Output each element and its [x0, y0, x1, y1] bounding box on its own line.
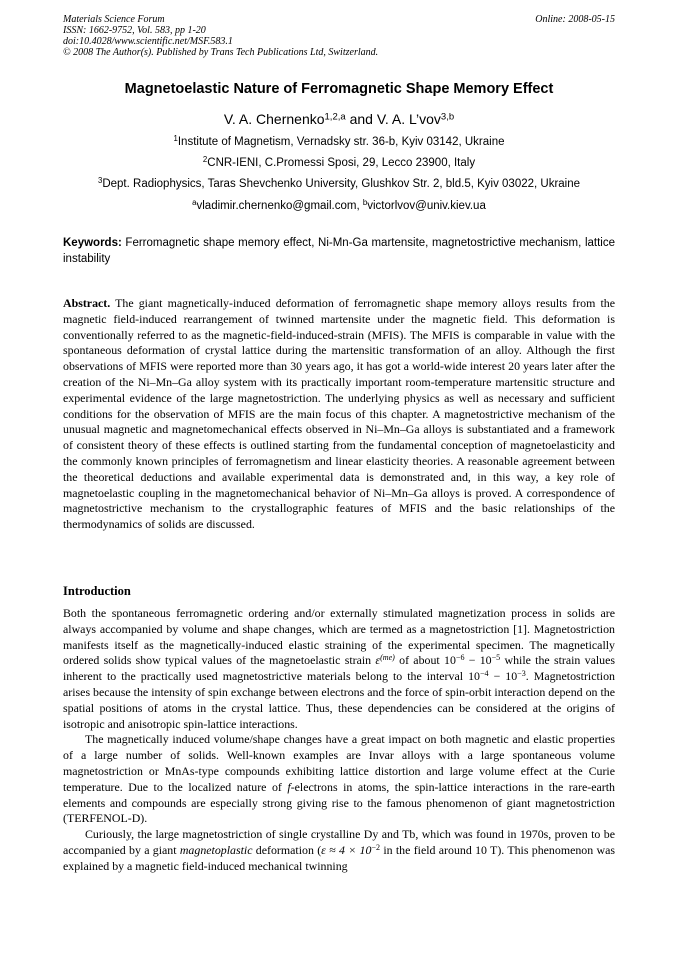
author-separator: and [345, 111, 377, 127]
issn-line: ISSN: 1662-9752, Vol. 583, pp 1-20 [63, 25, 206, 36]
text-run: while the strain values inherent to the practically used magnetostrictive materials belong to the interval [63, 653, 616, 684]
paragraph [63, 827, 615, 874]
author-name: V. A. Chernenko [223, 111, 325, 127]
math-superscript: −2 [371, 842, 381, 852]
math-superscript: −5 [491, 653, 501, 663]
math-value: 10 [444, 653, 456, 668]
italic-text: f [287, 779, 291, 794]
email-mark: a [192, 198, 197, 208]
keywords-block [63, 235, 615, 267]
online-date: Online: 2008-05-15 [535, 14, 615, 25]
affiliation-2 [63, 157, 615, 169]
paper-title: Magnetoelastic Nature of Ferromagnetic Shape Memory Effect [124, 81, 554, 97]
introduction-heading: Introduction [63, 584, 131, 598]
affiliation-text: Dept. Radiophysics, Taras Shevchenko University, Glushkov Str. 2, bld.5, Kyiv 03022, Ukraine [102, 178, 581, 190]
affiliation-text: CNR-IENI, C.Promessi Sposi, 29, Lecco 23900, Italy [207, 157, 476, 169]
introduction-body [63, 606, 615, 875]
keywords-label: Keywords: [63, 237, 122, 249]
affiliation-1 [63, 136, 615, 148]
math-symbol: ε [375, 653, 381, 668]
author-name: V. A. L’vov [376, 111, 441, 127]
math-superscript: −3 [517, 669, 526, 679]
affiliation-mark: 2 [202, 155, 208, 165]
math-value: − 10 [488, 669, 518, 684]
abstract-block [63, 296, 615, 533]
author-line [63, 111, 615, 127]
italic-text: magnetoplastic [179, 842, 253, 857]
math-superscript: (me) [380, 653, 395, 663]
text-run: Both the spontaneous ferromagnetic ordering and/or externally stimulated magnetization process in solids are always accompanied by volume and shape changes, which are termed as a magnetostriction [1]. Magnetostriction manifests itself as the magnetically-induced elastic straining of the experimental specimen. The magnetically ordered solids show typical values of the magnetoelastic strain [63, 606, 615, 668]
email-mark: b [362, 198, 368, 208]
abstract-text: The giant magnetically-induced deformation of ferromagnetic shape memory alloys results from the magnetic field-induced rearrangement of twinned martensite under the magnetic field. This deformation is conventionally referred to as the magnetic-field-induced-strain (MFIS). The MFIS is comparable in value with the spontaneous deformation of crystal lattice during the martensitic transformation of an alloy. Although the first observations of MFIS were reported more than 30 years ago, it has got a world-wide interest 20 years later after the creation of the Ni–Mn–Ga alloy system with its practically important room-temperature martensitic structure and experimental evidence of the large magnetostriction. The underlying physics as well as necessary and sufficient conditions for the observation of MFIS are the main focus of this chapter. A magnetostrictive mechanism of the unusual magnetic and magnetomechanical effects observed in Ni–Mn–Ga alloys is substantiated and a framework of consistent theory of these effects is outlined starting from the fundamental conception of magnetoelasticity and the commonly known principles of ferromagnetism and linear elasticity theories. A reasonable agreement between the theoretical deductions and available experimental data is demonstrated and, in this way, a key role of magnetoelastic coupling in the magnetomechanical behavior of Ni–Mn–Ga alloys is proved. A correspondence of magnetostrictive mechanism to the crystallographic features of MFIS and the basic relationships of the thermodynamics of solids are discussed. [63, 296, 615, 532]
text-run: deformation ( [252, 842, 322, 857]
journal-name: Materials Science Forum [63, 14, 165, 25]
affiliation-text: Institute of Magnetism, Vernadsky str. 36-b, Kyiv 03142, Ukraine [177, 136, 505, 148]
keywords-text: Ferromagnetic shape memory effect, Ni-Mn-Ga martensite, magnetostrictive mechanism, lattice instability [63, 237, 615, 265]
email-address: victorlvov@univ.kiev.ua [367, 200, 486, 212]
text-run: . Magnetostriction arises because the intensity of spin exchange between electrons and the force of spin-orbit interaction depend on the spatial positions of atoms in the crystal lattice. Thus, these dependencies can be considered at the origins of isotropic and anisotropic spin-lattice interactions. [63, 669, 615, 731]
doi-line: doi:10.4028/www.scientific.net/MSF.583.1 [63, 36, 233, 47]
math-value: 10 [468, 669, 480, 684]
text-run: -electrons in atoms, the spin-lattice interactions in the rare-earth elements and compounds are especially strong giving rise to the famous phenomenon of giant magnetostriction (TERFENOL-D). [63, 779, 615, 826]
math-value: − 10 [464, 653, 492, 668]
abstract-label: Abstract. [63, 296, 111, 310]
author-emails [63, 200, 615, 212]
text-run: of about [394, 653, 444, 668]
paragraph [63, 732, 615, 827]
text-run: The magnetically induced volume/shape changes have a great impact on both magnetic and elastic properties of a large number of solids. Well-known examples are Invar alloys with a large spontaneous volume magnetostriction or MnAs-type compounds exhibiting lattice distortion and large volume effect at the Curie temperature. Due to the localized nature of [63, 732, 615, 794]
text-run: in the field around 10 T). This phenomenon was explained by a magnetic field-induced mechanical twinning [63, 842, 615, 873]
author-affiliation-mark: 3,b [440, 111, 455, 123]
math-superscript: −6 [455, 653, 465, 663]
text-run: Curiously, the large magnetostriction of single crystalline Dy and Tb, which was found in 1970s, proven to be accompanied by a giant [63, 827, 615, 857]
author-affiliation-mark: 1,2,a [324, 111, 346, 123]
affiliation-mark: 1 [173, 134, 178, 144]
email-address: vladimir.chernenko@gmail.com, [196, 200, 363, 212]
journal-header [63, 14, 615, 58]
affiliation-3 [63, 178, 615, 190]
affiliation-mark: 3 [97, 176, 103, 186]
paragraph [63, 606, 615, 732]
math-value: ε ≈ 4 × 10 [321, 842, 372, 857]
math-superscript: −4 [479, 669, 489, 679]
copyright-line: © 2008 The Author(s). Published by Trans Tech Publications Ltd, Switzerland. [63, 47, 379, 58]
